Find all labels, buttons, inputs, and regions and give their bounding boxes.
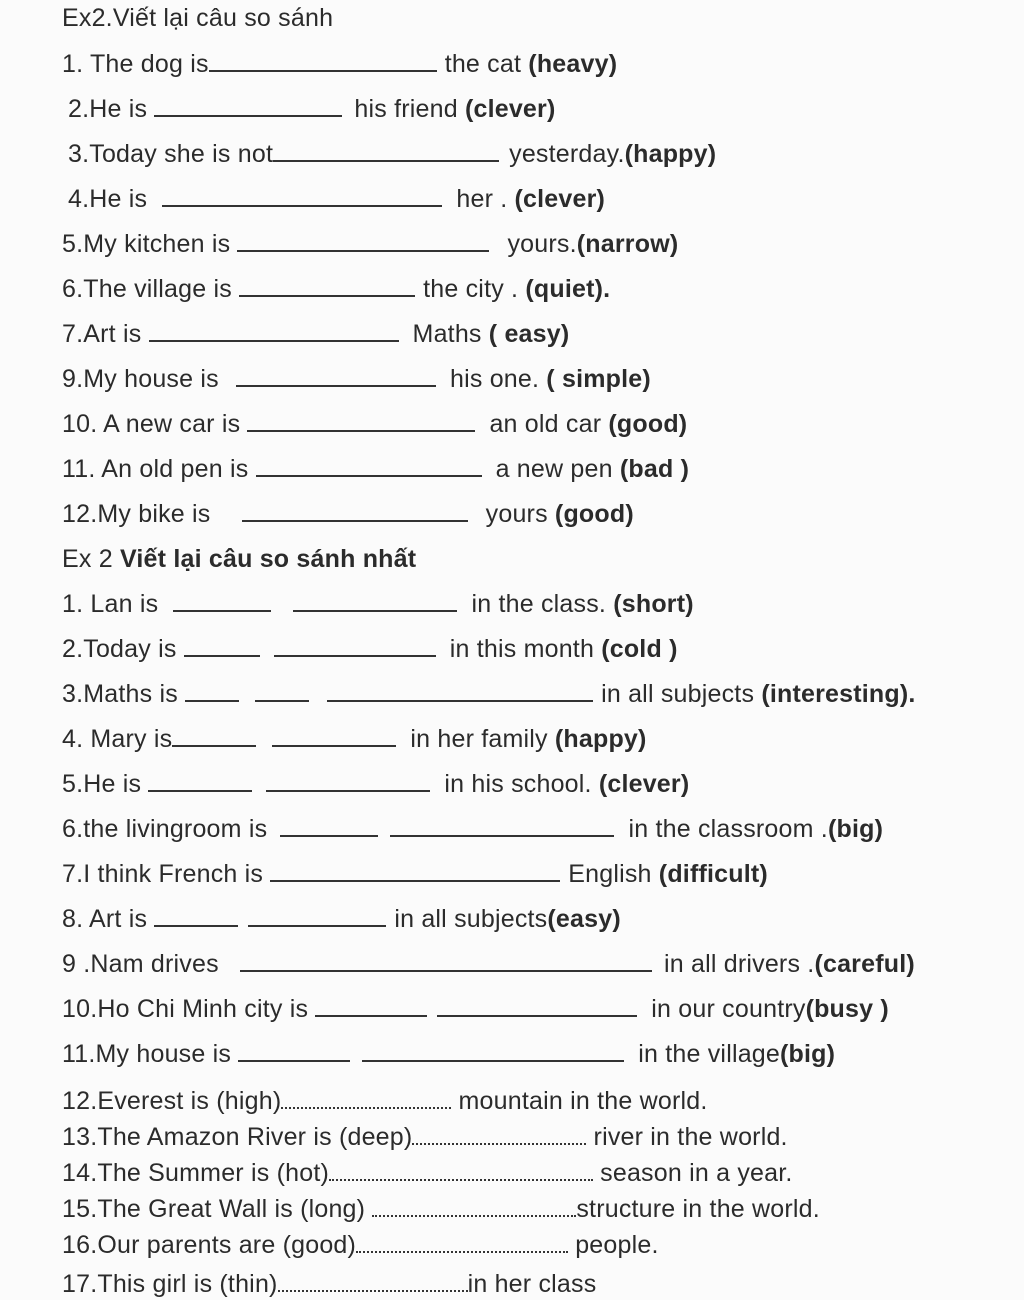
ex2-item-5 [62, 768, 689, 800]
ex2-item-13-text: 13.The Amazon River is (deep) [62, 1123, 413, 1151]
ex2-item-14 [62, 1157, 793, 1189]
ex2-item-4 [62, 723, 647, 755]
answer-blank[interactable] [255, 680, 309, 702]
answer-blank[interactable] [173, 590, 271, 612]
exercise-1-title [62, 2, 333, 34]
ex1-item-11-hint: (bad ) [619, 455, 690, 483]
ex1-item-10-hint: (good) [608, 410, 688, 438]
ex2-item-16 [62, 1229, 659, 1261]
answer-blank[interactable] [273, 140, 499, 162]
ex1-item-5 [62, 228, 678, 260]
ex1-item-6 [62, 273, 610, 305]
ex1-item-2-text: 2.He is [68, 95, 155, 123]
ex1-item-1-hint: (heavy) [528, 50, 618, 78]
ex1-item-6-tail: the city . [423, 275, 526, 303]
ex2-item-12-text: 12.Everest is (high) [62, 1087, 282, 1115]
answer-blank[interactable] [172, 725, 256, 747]
ex1-item-12-tail: yours [485, 500, 555, 528]
answer-blank[interactable] [270, 860, 560, 882]
ex2-item-1-text: 1. Lan is [62, 590, 166, 618]
ex1-item-7-tail: Maths [412, 320, 489, 348]
ex1-item-3-hint: (happy) [624, 140, 717, 168]
ex2-item-3 [62, 678, 916, 710]
exercise-2-title-text: Viết lại câu so sánh nhất [119, 545, 417, 573]
ex2-item-4-tail: in her family [410, 725, 555, 753]
answer-blank[interactable] [274, 635, 436, 657]
ex2-item-2 [62, 633, 678, 665]
ex2-item-12 [62, 1085, 708, 1117]
ex1-item-7-hint: ( easy) [488, 320, 570, 348]
ex2-item-17-tail: in her class [467, 1270, 597, 1298]
ex2-item-6 [62, 813, 883, 845]
ex2-item-4-hint: (happy) [554, 725, 647, 753]
ex1-item-12-text: 12.My bike is [62, 500, 218, 528]
answer-blank[interactable] [266, 770, 430, 792]
answer-blank[interactable] [437, 995, 637, 1017]
ex1-item-12-hint: (good) [554, 500, 634, 528]
answer-blank[interactable] [247, 410, 475, 432]
ex1-item-9-hint: ( simple) [546, 365, 651, 393]
ex1-item-10 [62, 408, 687, 440]
exercise-1-title-text: Ex2.Viết lại câu so sánh [62, 4, 334, 32]
answer-blank[interactable] [148, 770, 252, 792]
ex2-item-4-text: 4. Mary is [62, 725, 173, 753]
ex1-item-9-text: 9.My house is [62, 365, 226, 393]
answer-dotted-blank[interactable] [278, 1270, 468, 1292]
ex1-item-1-tail: the cat [444, 50, 529, 78]
answer-blank[interactable] [154, 95, 342, 117]
ex2-item-7-hint: (difficult) [658, 860, 768, 888]
answer-blank[interactable] [184, 635, 260, 657]
answer-blank[interactable] [149, 320, 399, 342]
ex1-item-3-text: 3.Today she is not [68, 140, 274, 168]
ex1-item-4-tail: her . [456, 185, 515, 213]
answer-blank[interactable] [185, 680, 239, 702]
answer-blank[interactable] [162, 185, 442, 207]
ex2-item-11-tail: in the village [638, 1040, 781, 1068]
ex1-item-2-tail: his friend [354, 95, 465, 123]
ex1-item-7 [62, 318, 569, 350]
ex1-item-11-text: 11. An old pen is [62, 455, 256, 483]
ex2-item-2-hint: (cold ) [601, 635, 678, 663]
answer-blank[interactable] [362, 1040, 624, 1062]
ex2-item-7-text: 7.I think French is [62, 860, 271, 888]
ex2-item-5-hint: (clever) [598, 770, 690, 798]
ex2-item-5-text: 5.He is [62, 770, 149, 798]
ex2-item-1-hint: (short) [613, 590, 694, 618]
answer-blank[interactable] [390, 815, 614, 837]
ex2-item-11 [62, 1038, 835, 1070]
ex1-item-10-text: 10. A new car is [62, 410, 248, 438]
ex1-item-7-text: 7.Art is [62, 320, 149, 348]
ex2-item-6-text: 6.the livingroom is [62, 815, 275, 843]
exercise-2-title-prefix: Ex 2 [62, 545, 120, 573]
ex2-item-13-tail: river in the world. [586, 1123, 788, 1151]
ex2-item-2-text: 2.Today is [62, 635, 184, 663]
ex2-item-16-text: 16.Our parents are (good) [62, 1231, 357, 1259]
answer-blank[interactable] [327, 680, 593, 702]
ex2-item-1 [62, 588, 694, 620]
ex2-item-8-hint: (easy) [547, 905, 621, 933]
answer-blank[interactable] [248, 905, 386, 927]
ex2-item-17-text: 17.This girl is (thin) [62, 1270, 278, 1298]
ex1-item-6-hint: (quiet). [525, 275, 611, 303]
answer-dotted-blank[interactable] [372, 1195, 576, 1217]
answer-blank[interactable] [239, 275, 415, 297]
ex1-item-1 [62, 48, 617, 80]
ex2-item-8-tail: in all subjects [394, 905, 548, 933]
answer-blank[interactable] [240, 950, 652, 972]
answer-dotted-blank[interactable] [329, 1159, 593, 1181]
answer-dotted-blank[interactable] [412, 1123, 586, 1145]
ex2-item-3-hint: (interesting). [761, 680, 916, 708]
ex1-item-1-text: 1. The dog is [62, 50, 209, 78]
exercise-2-title [62, 543, 416, 575]
answer-blank[interactable] [242, 500, 468, 522]
ex2-item-1-tail: in the class. [471, 590, 614, 618]
ex1-item-11-tail: a new pen [495, 455, 620, 483]
ex2-item-17 [62, 1268, 596, 1300]
answer-blank[interactable] [315, 995, 427, 1017]
ex2-item-10 [62, 993, 889, 1025]
answer-blank[interactable] [272, 725, 396, 747]
ex1-item-5-tail: yours. [507, 230, 577, 258]
ex2-item-7-tail: English [568, 860, 659, 888]
answer-blank[interactable] [237, 230, 489, 252]
ex1-item-11 [62, 453, 689, 485]
ex1-item-2 [68, 93, 556, 125]
answer-blank[interactable] [293, 590, 457, 612]
ex2-item-9-tail: in all drivers . [663, 950, 815, 978]
ex2-item-15 [62, 1193, 820, 1225]
ex1-item-6-text: 6.The village is [62, 275, 240, 303]
ex1-item-2-hint: (clever) [464, 95, 556, 123]
ex1-item-4-text: 4.He is [68, 185, 155, 213]
answer-blank[interactable] [236, 365, 436, 387]
ex1-item-9-tail: his one. [449, 365, 547, 393]
ex1-item-4 [68, 183, 605, 215]
ex2-item-8-text: 8. Art is [62, 905, 155, 933]
ex2-item-10-text: 10.Ho Chi Minh city is [62, 995, 316, 1023]
ex2-item-15-tail: structure in the world. [576, 1195, 820, 1223]
ex2-item-15-text: 15.The Great Wall is (long) [62, 1195, 373, 1223]
ex1-item-5-hint: (narrow) [576, 230, 679, 258]
ex2-item-14-tail: season in a year. [593, 1159, 793, 1187]
ex1-item-9 [62, 363, 651, 395]
ex2-item-11-text: 11.My house is [62, 1040, 239, 1068]
ex2-item-5-tail: in his school. [444, 770, 599, 798]
answer-blank[interactable] [238, 1040, 350, 1062]
answer-blank[interactable] [154, 905, 238, 927]
ex1-item-5-text: 5.My kitchen is [62, 230, 238, 258]
answer-blank[interactable] [280, 815, 378, 837]
ex2-item-6-tail: in the classroom . [628, 815, 828, 843]
answer-blank[interactable] [209, 50, 437, 72]
ex2-item-7 [62, 858, 768, 890]
answer-dotted-blank[interactable] [281, 1087, 451, 1109]
ex2-item-8 [62, 903, 621, 935]
ex2-item-10-hint: (busy ) [805, 995, 889, 1023]
ex2-item-16-tail: people. [568, 1231, 659, 1259]
ex2-item-2-tail: in this month [449, 635, 602, 663]
ex2-item-9-text: 9 .Nam drives [62, 950, 226, 978]
ex2-item-9-hint: (careful) [814, 950, 915, 978]
answer-dotted-blank[interactable] [356, 1231, 568, 1253]
answer-blank[interactable] [256, 455, 482, 477]
ex2-item-3-tail: in all subjects [601, 680, 762, 708]
ex1-item-3 [68, 138, 716, 170]
ex2-item-3-text: 3.Maths is [62, 680, 186, 708]
ex1-item-10-tail: an old car [489, 410, 609, 438]
ex1-item-4-hint: (clever) [514, 185, 606, 213]
ex2-item-11-hint: (big) [780, 1040, 836, 1068]
ex2-item-9 [62, 948, 915, 980]
ex1-item-12 [62, 498, 634, 530]
ex2-item-6-hint: (big) [827, 815, 884, 843]
ex1-item-3-tail: yesterday. [509, 140, 625, 168]
cut-off-line-container [0, 1262, 1024, 1298]
ex2-item-12-tail: mountain in the world. [451, 1087, 708, 1115]
ex2-item-13 [62, 1121, 788, 1153]
ex2-item-14-text: 14.The Summer is (hot) [62, 1159, 329, 1187]
ex2-item-10-tail: in our country [651, 995, 806, 1023]
